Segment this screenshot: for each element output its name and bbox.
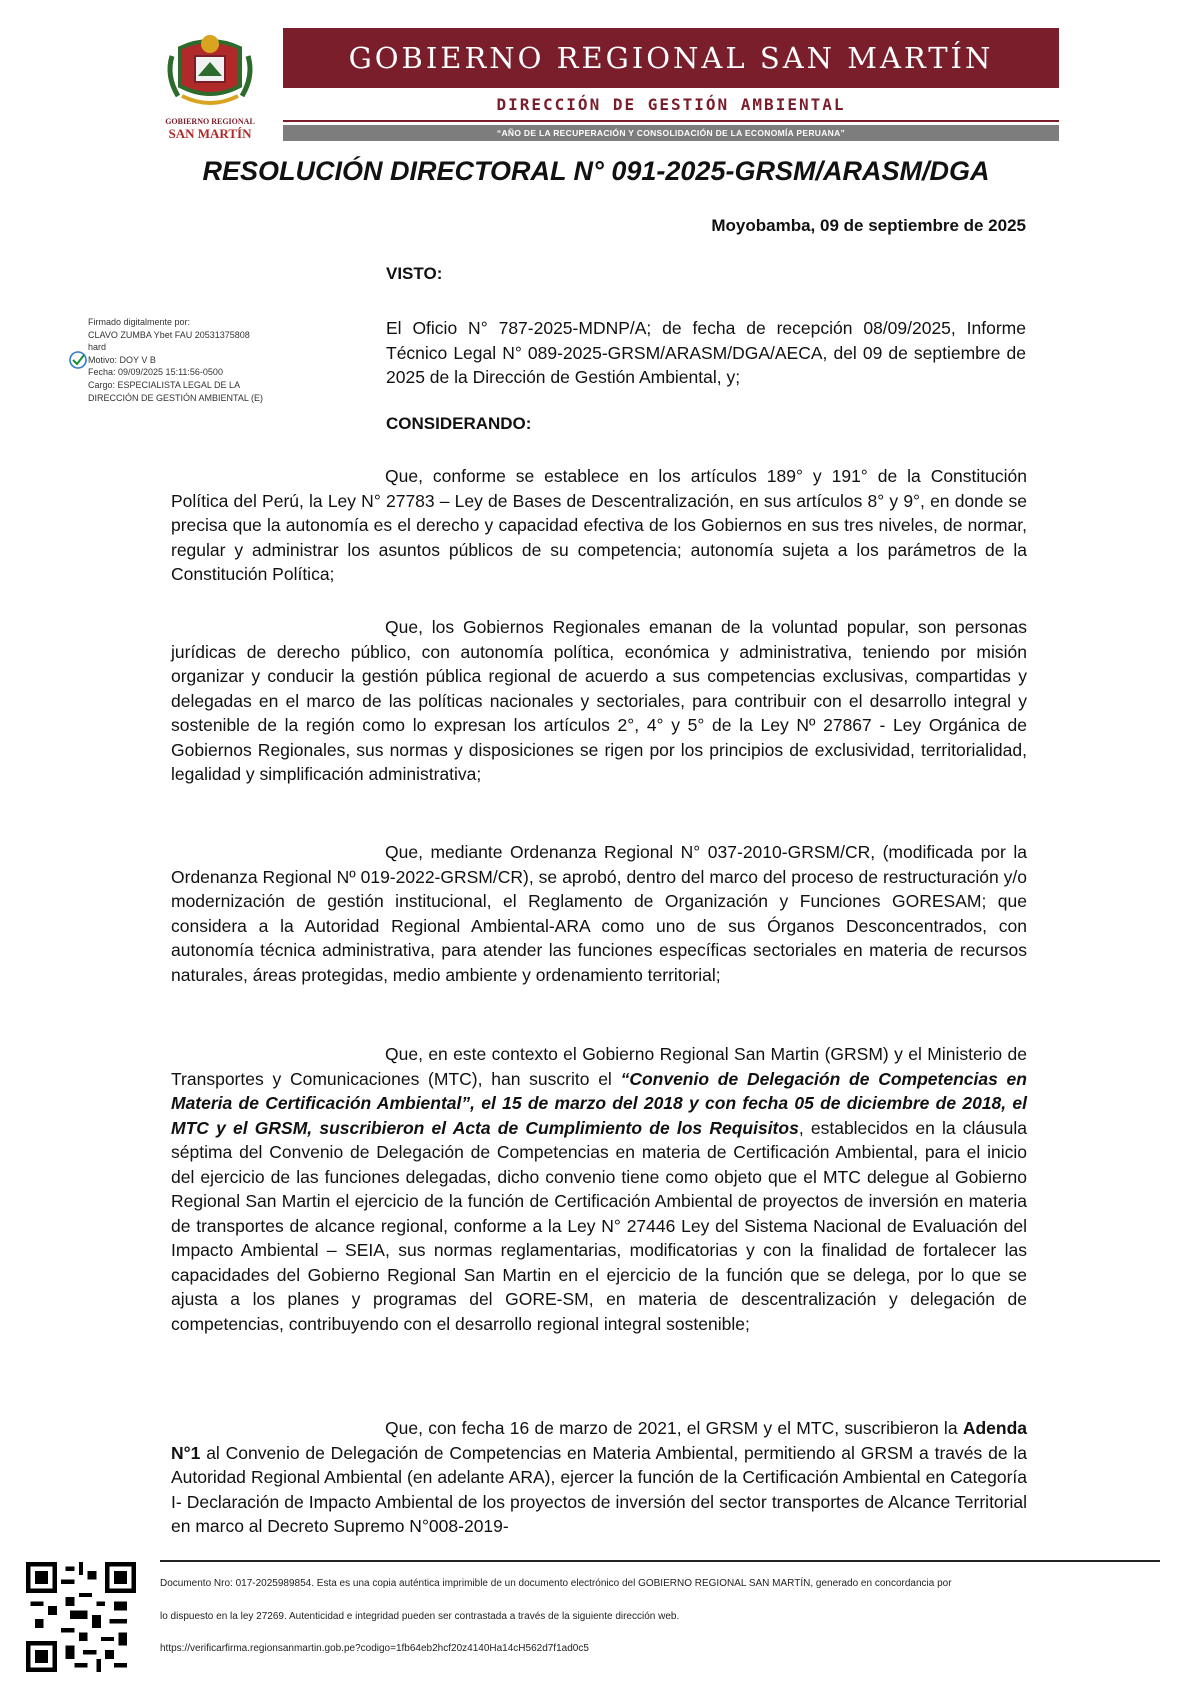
signature-line: Motivo: DOY V B [88, 354, 156, 365]
paragraph-2-text: Que, los Gobiernos Regionales emanan de la voluntad popular, son personas jurídicas de derecho público, con autonomía política, económica y administrativa, teniendo por misión organizar y conducir la gestión pública regional de acuerdo a sus competencias exclusivas, compartidas y delegadas en el marco de las políticas nacionales y sectoriales, para contribuir con el desarrollo integral y sostenible de la región como lo expresan los artículos 2°, 4° y 5° de la Ley Nº 27867 - Ley Orgánica de Gobiernos Regionales, sus normas y disposiciones se rigen por los principios de exclusividad, territorialidad, legalidad y simplificación administrativa; [171, 617, 1027, 784]
paragraph-2 [171, 615, 1027, 787]
header-anio-bar: “AÑO DE LA RECUPERACIÓN Y CONSOLIDACIÓN DE LA ECONOMÍA PERUANA” [283, 125, 1059, 141]
signature-line: Firmado digitalmente por: [88, 317, 191, 327]
regional-crest-icon [160, 26, 260, 144]
visto-heading: VISTO: [386, 264, 443, 283]
header-banner: GOBIERNO REGIONAL SAN MARTÍN [283, 28, 1059, 88]
visto-text: El Oficio N° 787-2025-MDNP/A; de fecha de recepción 08/09/2025, Informe Técnico Legal N° 089-2025-GRSM/ARASM/DGA/AECA, del 09 de septiembre de 2025 de la Dirección de Gestión Ambiental, y; [386, 318, 1026, 387]
signature-line: CLAVO ZUMBA Ybet FAU 20531375808 [88, 329, 250, 340]
footer-line: lo dispuesto en la ley 27269. Autenticidad e integridad pueden ser contrastada a través de la siguiente dirección web. [160, 1611, 680, 1622]
logo-line1: GOBIERNO REGIONAL [165, 117, 255, 126]
paragraph-4-text-a: Que, en este contexto el Gobierno Regional San Martin (GRSM) y el Ministerio de Transportes y Comunicaciones (MTC), han suscrito el [171, 1044, 1027, 1089]
signature-line: Fecha: 09/09/2025 15:11:56-0500 [88, 367, 223, 378]
footer-divider [160, 1560, 1160, 1562]
signature-check-icon [68, 350, 88, 370]
digital-signature-block [88, 316, 298, 404]
paragraph-3 [171, 840, 1027, 987]
signature-line: Cargo: ESPECIALISTA LEGAL DE LA [88, 379, 241, 390]
paragraph-4-emphasis: “Convenio de Delegación de Competencias en Materia de Certificación Ambiental”, el 15 de marzo del 2018 y con fecha 05 de diciembre de 2018, el MTC y el GRSM, suscribieron el Acta de Cumplimiento de los Requisitos [171, 1068, 1027, 1138]
paragraph-4-text-c: , establecidos en la cláusula séptima del Convenio de Delegación de Competencias en materia de Certificación Ambiental, para el inicio del ejercicio de las funciones delegadas, dicho convenio tiene como objeto que el MTC delegue al Gobierno Regional San Martin el ejercicio de la función de Certificación Ambiental de proyectos de inversión en materia de transportes de alcance regional, conforme a la Ley N° 27446 Ley del Sistema Nacional de Evaluación del Impacto Ambiental – SEIA, sus normas reglamentarias, modificatorias y con la finalidad de fortalecer las capacidades del Gobierno Regional San Martin en el ejercicio de la función que se delega, por lo que se ajusta a los planes y programas del GORE-SM, en materia de descentralización y delegación de competencias, contribuyendo con el desarrollo regional integral sostenible; [171, 1117, 1027, 1334]
qr-code-icon [26, 1562, 136, 1672]
considerando-heading: CONSIDERANDO: [386, 414, 532, 433]
paragraph-4 [171, 1042, 1027, 1336]
paragraph-5-adenda: Adenda N°1 [171, 1418, 1027, 1463]
paragraph-3-text: Que, mediante Ordenanza Regional N° 037-2010-GRSM/CR, (modificada por la Ordenanza Regional Nº 019-2022-GRSM/CR), se aprobó, dentro del marco del proceso de restructuración y/o modernización de gestión institucional, el Reglamento de Organización y Funciones GORESAM; que considera a la Autoridad Regional Ambiental-ARA como uno de sus Órganos Desconcentrados, con autonomía técnica administrativa, para atender las funciones específicas sectoriales en materia de recursos naturales, áreas protegidas, medio ambiente y ordenamiento territorial; [171, 842, 1027, 985]
paragraph-5-text-a: Que, con fecha 16 de marzo de 2021, el GRSM y el MTC, suscribieron la [385, 1418, 963, 1438]
logo-line2: SAN MARTÍN [168, 126, 252, 141]
paragraph-1-text: Que, conforme se establece en los artículos 189° y 191° de la Constitución Política del Perú, la Ley N° 27783 – Ley de Bases de Descentralización, en sus artículos 8° y 9°, en donde se precisa que la autonomía es el derecho y capacidad efectiva de los Gobiernos en sus tres niveles, de normar, regular y administrar los asuntos públicos de su competencia; autonomía sujeta a los parámetros de la Constitución Política; [171, 466, 1027, 584]
footer-line: Documento Nro: 017-2025989854. Esta es una copia auténtica imprimible de un documento electrónico del GOBIERNO REGIONAL SAN MARTÍN, generado en concordancia por [160, 1578, 952, 1589]
paragraph-1 [171, 464, 1027, 587]
document-date: Moyobamba, 09 de septiembre de 2025 [711, 216, 1026, 235]
signature-line: DIRECCIÓN DE GESTIÓN AMBIENTAL (E) [88, 392, 264, 403]
paragraph-5 [171, 1416, 1027, 1539]
signature-line: hard [88, 342, 107, 353]
footer-verify-url[interactable]: https://verificarfirma.regionsanmartin.gob.pe?codigo=1fb64eb2hcf20z4140Ha14cH562d7f1ad0c5 [160, 1643, 589, 1654]
header-divider [283, 120, 1059, 122]
paragraph-5-text-c: al Convenio de Delegación de Competencias en Materia Ambiental, permitiendo al GRSM a través de la Autoridad Regional Ambiental (en adelante ARA), ejercer la función de la Certificación Ambiental en Categoría I- Declaración de Impacto Ambiental de los proyectos de inversión del sector transportes de Alcance Territorial en marco al Decreto Supremo N°008-2019- [171, 1442, 1027, 1536]
header-direccion: DIRECCIÓN DE GESTIÓN AMBIENTAL [496, 95, 846, 114]
document-title: RESOLUCIÓN DIRECTORAL N° 091-2025-GRSM/ARASM/DGA [202, 156, 990, 186]
